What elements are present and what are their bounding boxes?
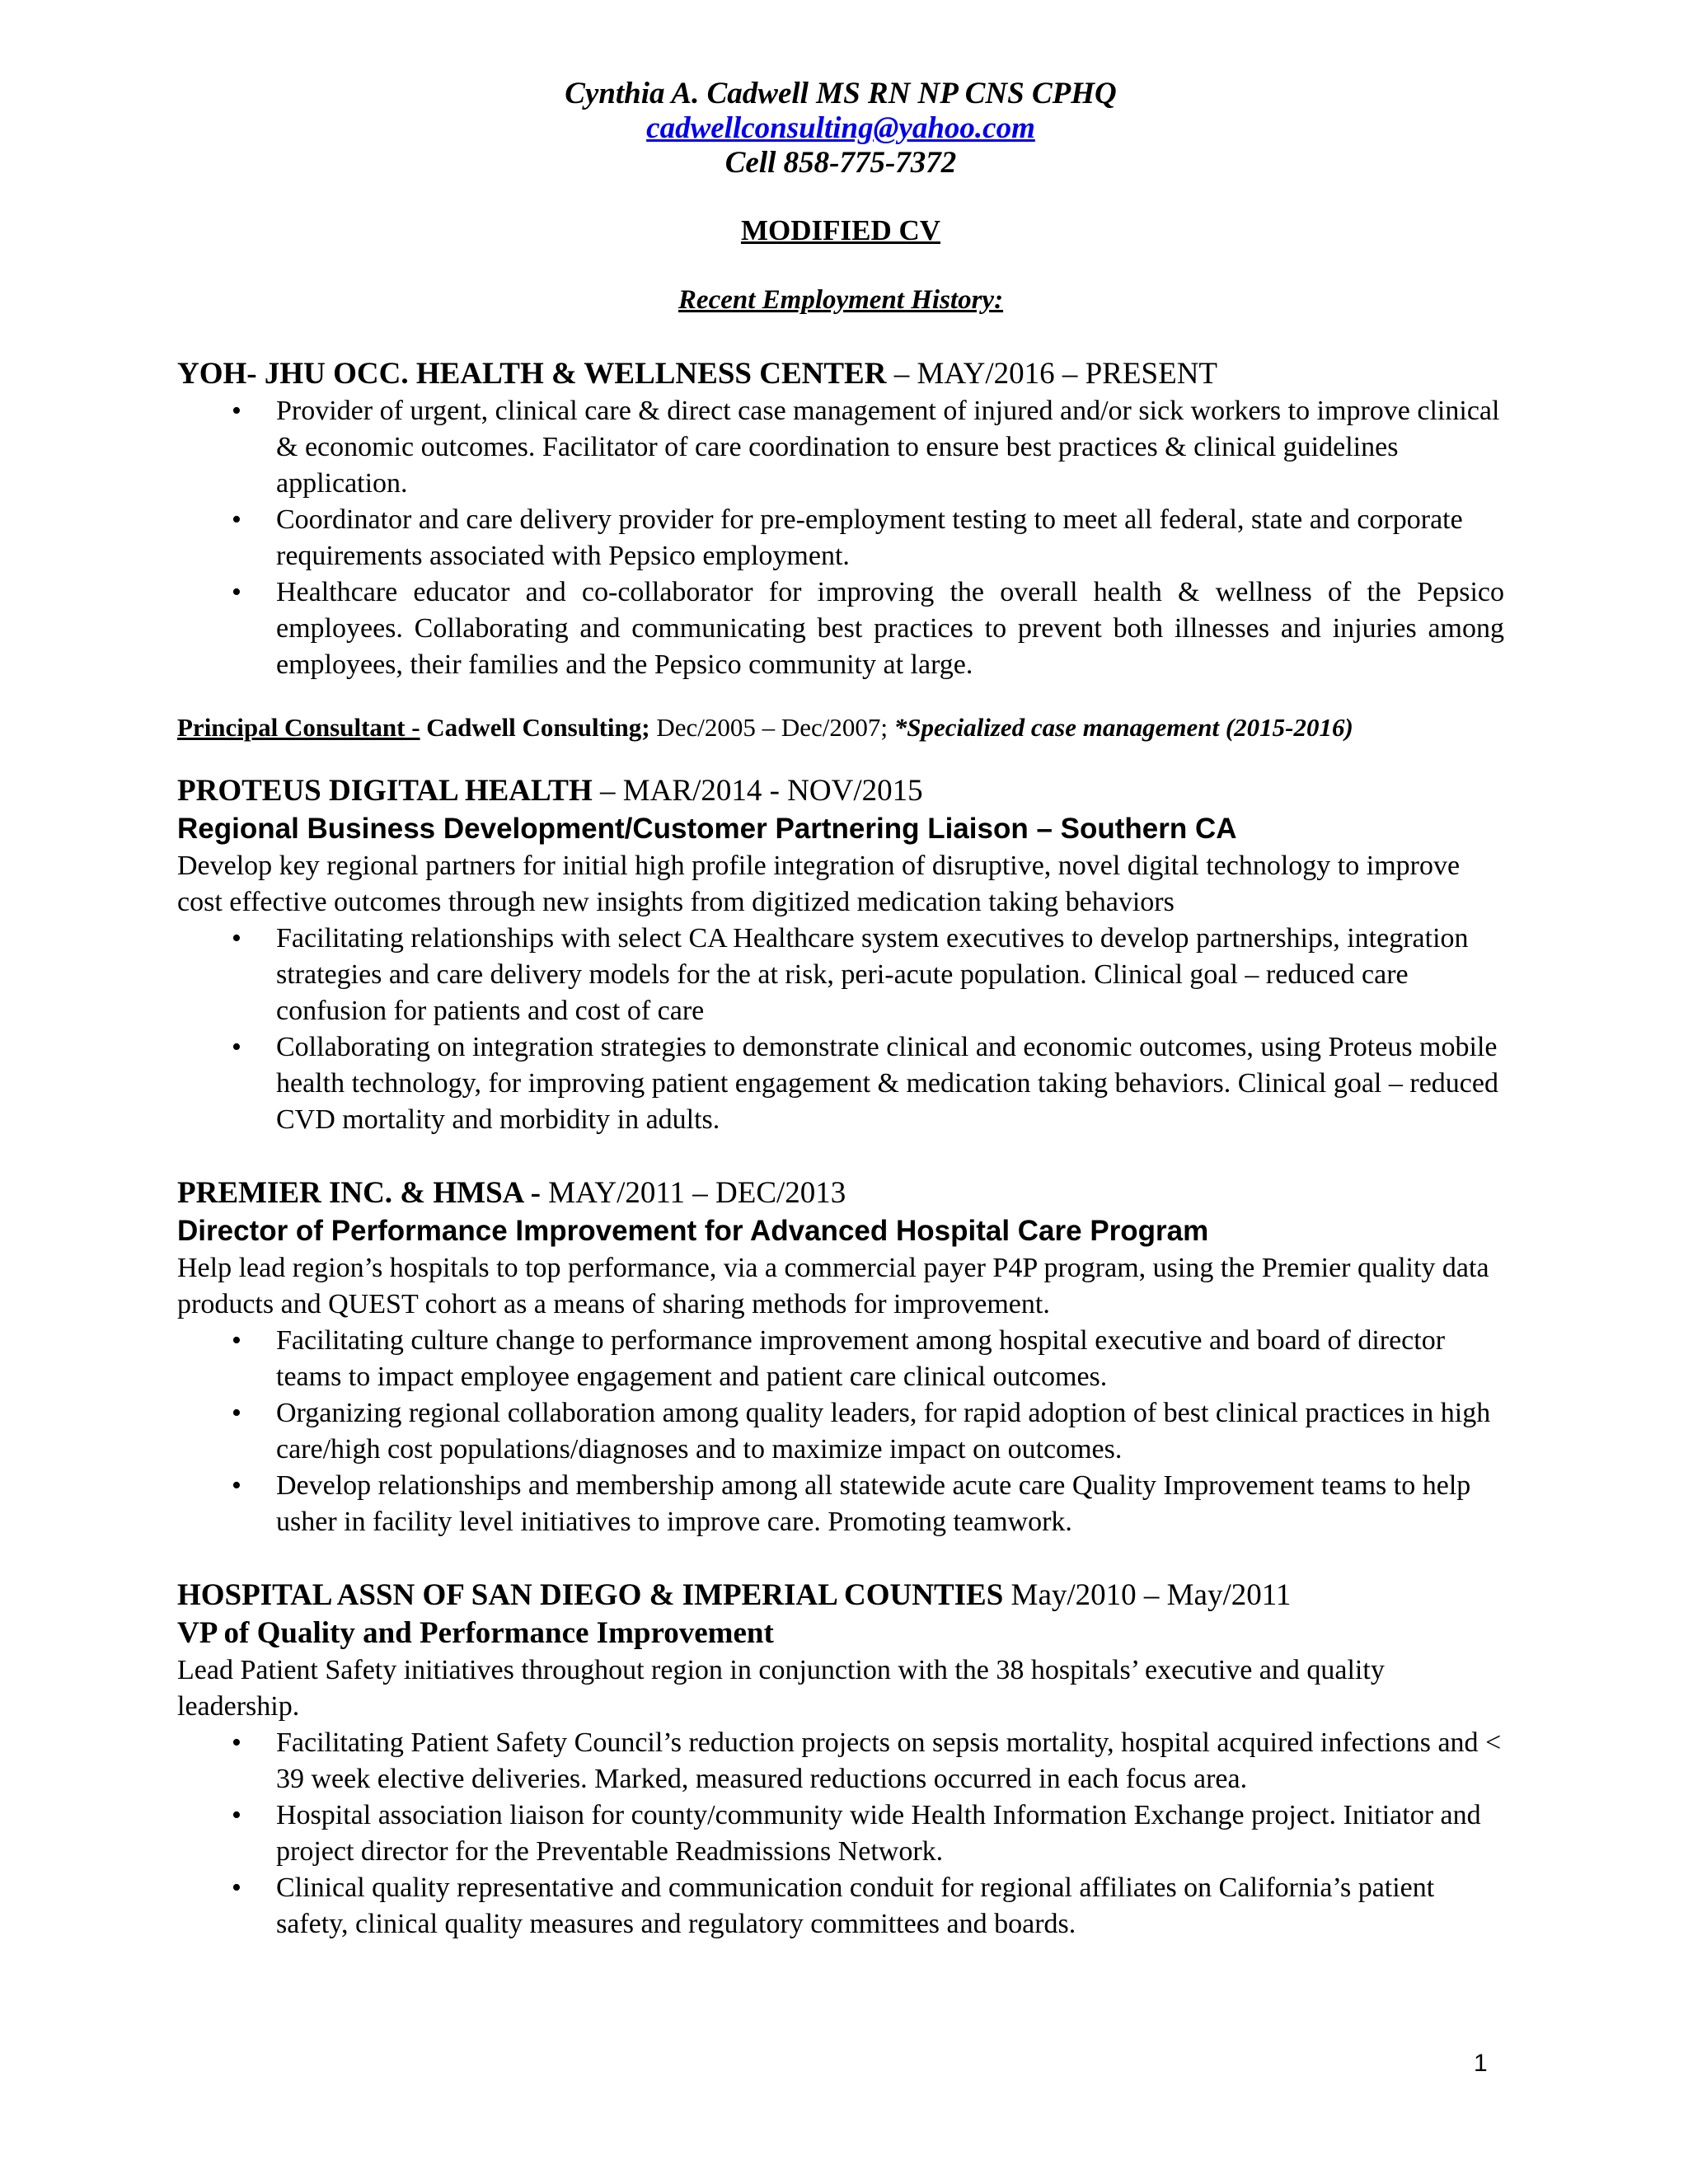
job-org: PREMIER INC. & HMSA - xyxy=(177,1176,541,1210)
bullet-text: Develop relationships and membership among all statewide acute care Quality Improvement teams to help usher in facility level initiatives to improve care. Promoting teamwork. xyxy=(276,1470,1471,1537)
bullet-text: Collaborating on integration strategies to demonstrate clinical and economic outcomes, using Proteus mobile health technology, for improving patient engagement & medication taking behaviors. Clinical goal – reduced CVD mortality and morbidity in adults. xyxy=(276,1032,1498,1135)
job-org: PROTEUS DIGITAL HEALTH xyxy=(177,774,593,808)
job-role: Director of Performance Improvement for Advanced Hospital Care Program xyxy=(177,1215,1209,1247)
job-role: Regional Business Development/Customer Partnering Liaison – Southern CA xyxy=(177,813,1237,845)
job-org: YOH- JHU OCC. HEALTH & WELLNESS CENTER xyxy=(177,357,887,391)
job-entry xyxy=(177,1577,1504,1943)
cv-header xyxy=(177,77,1504,317)
candidate-name: Cynthia A. Cadwell MS RN NP CNS CPHQ xyxy=(565,77,1117,110)
list-item xyxy=(177,1468,1504,1540)
bullet-icon: • xyxy=(232,396,241,426)
bullet-icon: • xyxy=(232,1727,241,1758)
list-item xyxy=(177,1323,1504,1395)
job-dates: – MAR/2014 - NOV/2015 xyxy=(592,774,923,808)
consulting-line xyxy=(177,711,1504,744)
job-dates: – MAY/2016 – PRESENT xyxy=(886,357,1218,391)
job-dates: MAY/2011 – DEC/2013 xyxy=(540,1176,846,1210)
job-bullets xyxy=(177,1323,1504,1540)
job-entry xyxy=(177,772,1504,1138)
bullet-text: Organizing regional collaboration among quality leaders, for rapid adoption of best clinical practices in high care/high cost populations/diagnoses and to maximize impact on outcomes. xyxy=(276,1398,1491,1465)
doc-title: MODIFIED CV xyxy=(740,214,941,246)
bullet-icon: • xyxy=(232,1800,241,1830)
bullet-text: Facilitating relationships with select CA Healthcare system executives to develop partnerships, integration strategies and care delivery models for the at risk, peri-acute population. Clinical goal – reduced care confusion for patients and cost of care xyxy=(276,923,1469,1026)
list-item xyxy=(177,574,1504,683)
consulting-label: Principal Consultant - xyxy=(177,713,420,742)
bullet-icon: • xyxy=(232,577,241,607)
bullet-text: Coordinator and care delivery provider for pre-employment testing to meet all federal, state and corporate requirements associated with Pepsico employment. xyxy=(276,504,1463,571)
job-bullets xyxy=(177,1725,1504,1943)
bullet-text: Provider of urgent, clinical care & direct case management of injured and/or sick workers to improve clinical & economic outcomes. Facilitator of care coordination to ensure best practices & clinical guidelines application. xyxy=(276,396,1500,499)
bullet-icon: • xyxy=(232,1032,241,1062)
bullet-icon: • xyxy=(232,923,241,954)
job-summary: Develop key regional partners for initial high profile integration of disruptive, novel digital technology to improve cost effective outcomes through new insights from digitized medication taking behaviors xyxy=(177,851,1461,917)
job-heading xyxy=(177,772,1504,810)
job-heading xyxy=(177,1577,1504,1615)
job-entry xyxy=(177,1174,1504,1540)
list-item xyxy=(177,1029,1504,1138)
list-item xyxy=(177,1797,1504,1870)
section-title: Recent Employment History: xyxy=(678,285,1004,315)
job-heading xyxy=(177,1174,1504,1212)
list-item xyxy=(177,1395,1504,1468)
bullet-text: Hospital association liaison for county/community wide Health Information Exchange project. Initiator and project director for the Preventable Readmissions Network. xyxy=(276,1800,1481,1867)
bullet-icon: • xyxy=(232,1398,241,1428)
job-entry xyxy=(177,355,1504,683)
job-role: VP of Quality and Performance Improvement xyxy=(177,1616,774,1650)
cv-content xyxy=(177,77,1504,1943)
list-item xyxy=(177,1870,1504,1943)
bullet-icon: • xyxy=(232,504,241,535)
job-bullets xyxy=(177,921,1504,1138)
bullet-text: Facilitating culture change to performance improvement among hospital executive and board of director teams to impact employee engagement and patient care clinical outcomes. xyxy=(276,1325,1446,1392)
bullet-icon: • xyxy=(232,1470,241,1501)
job-dates: May/2010 – May/2011 xyxy=(1003,1578,1292,1612)
job-heading xyxy=(177,355,1504,393)
consulting-note: *Specialized case management (2015-2016) xyxy=(893,713,1353,742)
phone-number: Cell 858-775-7372 xyxy=(724,146,957,180)
bullet-text: Healthcare educator and co-collaborator for improving the overall health & wellness of the Pepsico employees. Collaborating and communicating best practices to prevent both illnesses and injuries among employees, their families and the Pepsico community at large. xyxy=(276,577,1504,680)
bullet-icon: • xyxy=(232,1872,241,1903)
job-summary: Lead Patient Safety initiatives throughout region in conjunction with the 38 hospitals’ executive and quality leadership. xyxy=(177,1655,1385,1722)
email-link[interactable]: cadwellconsulting@yahoo.com xyxy=(646,111,1035,145)
consulting-company: Cadwell Consulting; xyxy=(420,713,650,742)
bullet-icon: • xyxy=(232,1325,241,1356)
bullet-text: Clinical quality representative and communication conduit for regional affiliates on California’s patient safety, clinical quality measures and regulatory committees and boards. xyxy=(276,1872,1435,1939)
list-item xyxy=(177,393,1504,502)
list-item xyxy=(177,502,1504,574)
list-item xyxy=(177,921,1504,1029)
job-bullets xyxy=(177,393,1504,683)
page-number: 1 xyxy=(1474,2050,1488,2077)
list-item xyxy=(177,1725,1504,1797)
bullet-text: Facilitating Patient Safety Council’s reduction projects on sepsis mortality, hospital acquired infections and < 39 week elective deliveries. Marked, measured reductions occurred in each focus area. xyxy=(276,1727,1502,1794)
job-org: HOSPITAL ASSN OF SAN DIEGO & IMPERIAL COUNTIES xyxy=(177,1578,1004,1612)
consulting-dates: Dec/2005 – Dec/2007; xyxy=(649,713,894,742)
job-summary: Help lead region’s hospitals to top performance, via a commercial payer P4P program, using the Premier quality data products and QUEST cohort as a means of sharing methods for improvement. xyxy=(177,1253,1489,1319)
